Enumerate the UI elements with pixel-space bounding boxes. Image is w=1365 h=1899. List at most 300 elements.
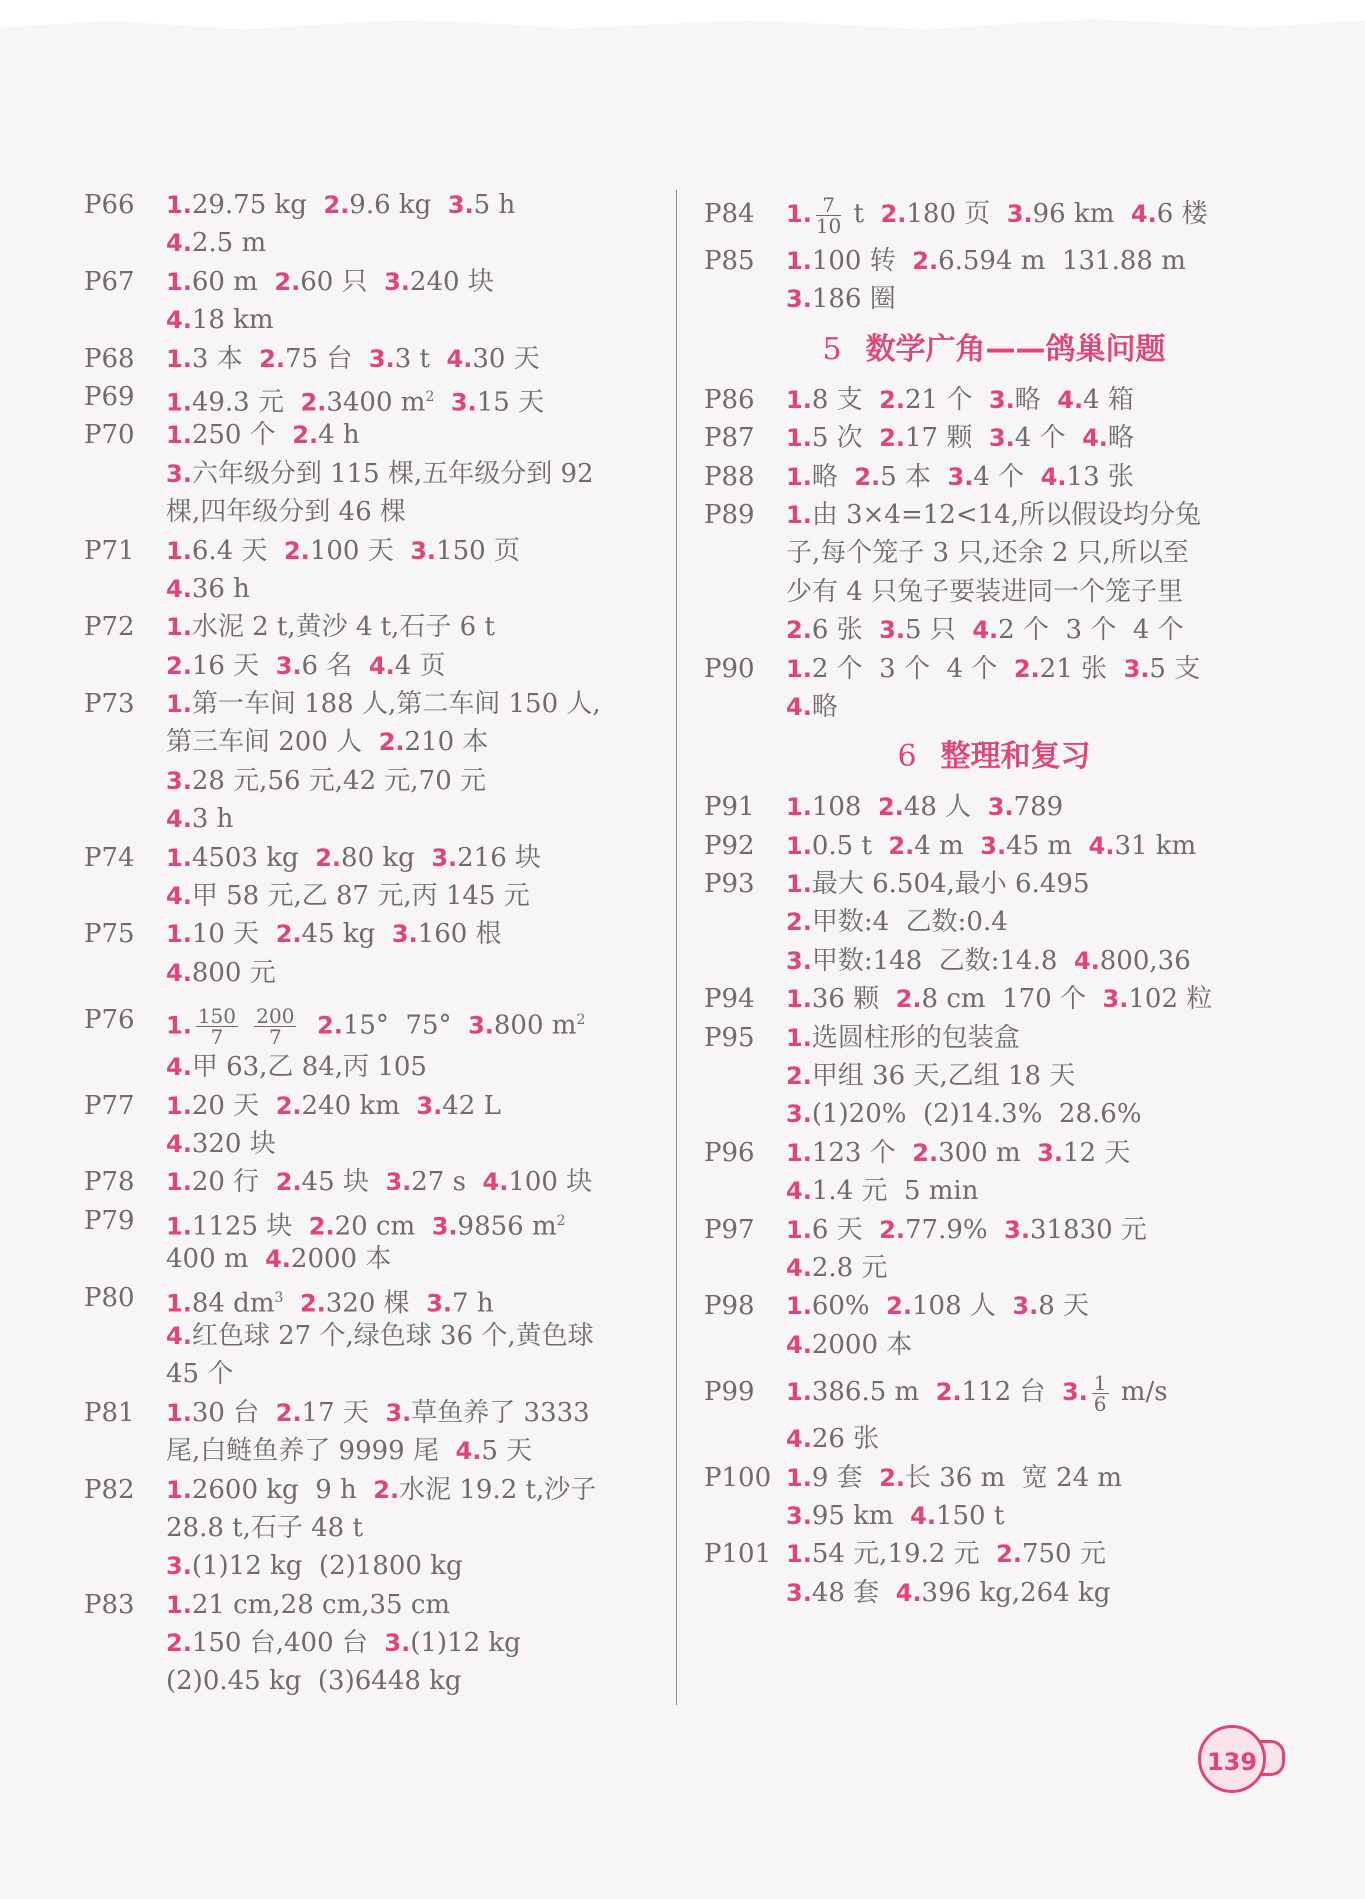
question-number: 4. xyxy=(482,1168,509,1197)
answer-entry xyxy=(84,340,654,378)
answer-lines xyxy=(166,378,654,416)
answer-line xyxy=(166,532,654,570)
question-number: 3. xyxy=(468,1011,494,1040)
answer-lines xyxy=(786,1019,1284,1134)
answer-text: 棵,四年级分到 46 棵 xyxy=(166,497,406,528)
answer-lines xyxy=(166,1202,654,1279)
question-number: 4. xyxy=(1057,385,1084,414)
question-number: 3. xyxy=(368,344,395,373)
answer-line xyxy=(166,839,654,877)
answer-text: 少有 4 只兔子要装进同一个笼子里 xyxy=(786,576,1184,607)
answer-lines xyxy=(786,788,1284,826)
answer-text: 60% xyxy=(811,1291,887,1322)
answer-line xyxy=(166,224,654,262)
answer-text: 320 棵 xyxy=(325,1288,427,1319)
page-reference: P66 xyxy=(84,190,135,220)
page-reference: P73 xyxy=(84,689,135,720)
question-number: 1. xyxy=(166,388,192,417)
answer-line xyxy=(786,186,1284,242)
answer-text: 甲数:4 乙数:0.4 xyxy=(811,907,1008,938)
question-number: 2. xyxy=(786,616,812,645)
question-number: 3. xyxy=(879,616,905,645)
question-number: 1. xyxy=(166,613,192,642)
question-number: 3. xyxy=(786,1578,812,1607)
page-reference: P100 xyxy=(704,1462,772,1493)
question-number: 1. xyxy=(786,1023,812,1052)
answer-text: 7 h xyxy=(452,1288,494,1319)
answer-line xyxy=(166,1087,654,1125)
section-number: 5 xyxy=(822,331,842,367)
answer-text: 略 xyxy=(1107,423,1134,454)
answer-text: 第一车间 188 人,第二车间 150 人, xyxy=(191,689,601,720)
answer-line xyxy=(786,1326,1284,1364)
answer-text: 4 m xyxy=(914,830,981,861)
question-number: 4. xyxy=(166,958,192,987)
answer-line xyxy=(786,458,1284,496)
question-number: 4. xyxy=(166,805,192,834)
question-number: 1. xyxy=(166,843,192,872)
answer-lines xyxy=(166,915,654,992)
answer-text: 5 天 xyxy=(481,1436,533,1467)
answer-text: 0.5 t xyxy=(811,830,889,861)
answer-line xyxy=(786,1172,1284,1210)
answer-text: 36 颗 xyxy=(811,984,896,1015)
question-number: 3. xyxy=(988,424,1015,453)
answer-text: 108 人 xyxy=(911,1291,1013,1322)
section-title: 数学广角——鸽巢问题 xyxy=(865,331,1166,367)
right-column xyxy=(704,186,1284,1612)
question-number: 1. xyxy=(786,385,812,414)
question-number: 3. xyxy=(384,1629,411,1658)
question-number: 2. xyxy=(259,344,285,373)
answer-lines xyxy=(786,419,1284,457)
answer-text: 36 h xyxy=(191,573,250,604)
question-number: 2. xyxy=(895,985,922,1014)
answer-lines xyxy=(166,1279,654,1394)
answer-text: 42 L xyxy=(442,1090,501,1121)
answer-line xyxy=(166,455,654,493)
question-number: 1. xyxy=(166,1011,192,1040)
answer-line xyxy=(166,263,654,301)
page-reference: P86 xyxy=(704,384,755,415)
page-reference: P77 xyxy=(84,1090,135,1121)
answer-lines xyxy=(786,496,1284,650)
answer-text: 8 天 xyxy=(1038,1291,1090,1322)
question-number: 2. xyxy=(299,1289,326,1318)
question-number: 2. xyxy=(854,462,881,491)
answer-text: 60 只 xyxy=(300,266,385,297)
question-number: 1. xyxy=(786,462,812,491)
unit-exponent: 2 xyxy=(556,1212,566,1229)
answer-text: 6.4 天 xyxy=(191,535,284,566)
answer-text: 45 块 xyxy=(301,1167,386,1198)
answer-lines xyxy=(166,839,654,916)
page-reference: P84 xyxy=(704,199,755,229)
question-number: 4. xyxy=(368,651,395,680)
question-number: 1. xyxy=(166,536,192,565)
page-reference: P92 xyxy=(704,830,755,861)
answer-line xyxy=(166,1547,654,1585)
answer-text: 31 km xyxy=(1114,830,1197,861)
question-number: 1. xyxy=(166,344,192,373)
answer-text: 28 元,56 元,42 元,70 元 xyxy=(191,765,487,796)
question-number: 1. xyxy=(166,1590,192,1619)
answer-text: 甲组 36 天,乙组 18 天 xyxy=(811,1061,1076,1092)
answer-text: 180 页 xyxy=(906,199,1007,229)
answer-lines xyxy=(166,263,654,340)
answer-text: 4 h xyxy=(318,420,360,451)
fraction xyxy=(196,1004,238,1050)
answer-lines xyxy=(786,242,1284,319)
question-number: 3. xyxy=(1102,985,1129,1014)
answer-text: 216 块 xyxy=(457,842,542,873)
unit-exponent: 2 xyxy=(425,388,435,405)
answer-text: (2)0.45 kg (3)6448 kg xyxy=(166,1666,462,1697)
section-heading xyxy=(704,726,1284,788)
answer-entry xyxy=(704,650,1284,727)
answer-text: 27 s xyxy=(411,1167,483,1198)
question-number: 4. xyxy=(910,1501,936,1530)
page-reference: P94 xyxy=(704,984,755,1015)
answer-text: 75 台 xyxy=(285,343,369,374)
answer-lines xyxy=(166,340,654,378)
column-divider xyxy=(676,190,677,1705)
answer-line xyxy=(786,496,1284,534)
answer-text: 8 cm 170 个 xyxy=(921,984,1103,1015)
answer-text: 800 m xyxy=(493,1010,577,1041)
question-number: 3. xyxy=(410,536,437,565)
answer-text: 6 名 xyxy=(301,650,369,681)
answer-text: 略 xyxy=(1014,384,1058,415)
answer-text: 84 dm xyxy=(191,1288,275,1319)
answer-text: 108 xyxy=(811,792,878,823)
answer-line xyxy=(166,1432,654,1470)
answer-text: 甲数:148 乙数:14.8 xyxy=(811,945,1074,976)
question-number: 4. xyxy=(446,344,473,373)
answer-line xyxy=(166,1394,654,1432)
page-reference: P98 xyxy=(704,1291,755,1322)
left-column xyxy=(84,186,654,1701)
question-number: 3. xyxy=(384,267,410,296)
answer-line xyxy=(786,942,1284,980)
answer-text: 800,36 xyxy=(1099,945,1191,976)
answer-text: 21 张 xyxy=(1039,653,1124,684)
page-reference: P96 xyxy=(704,1137,755,1168)
answer-text: 186 圈 xyxy=(811,284,896,315)
section-number: 6 xyxy=(897,739,917,775)
answer-text: 17 颗 xyxy=(905,423,989,454)
answer-text: 5 只 xyxy=(905,615,973,646)
question-number: 3. xyxy=(1123,654,1150,683)
answer-entry xyxy=(704,827,1284,865)
answer-text: 5 本 xyxy=(880,461,948,492)
answer-entry xyxy=(84,1202,654,1279)
answer-line xyxy=(166,647,654,685)
question-number: 2. xyxy=(378,728,405,757)
answer-text: 400 m xyxy=(166,1244,266,1275)
answer-text: 100 块 xyxy=(508,1167,593,1198)
page-reference: P81 xyxy=(84,1397,135,1428)
question-number: 4. xyxy=(786,1253,812,1282)
answer-text: 160 根 xyxy=(417,919,502,950)
answer-entry xyxy=(704,1287,1284,1364)
answer-lines xyxy=(786,186,1284,242)
answer-lines xyxy=(166,992,654,1086)
question-number: 1. xyxy=(786,985,812,1014)
question-number: 1. xyxy=(786,500,812,529)
question-number: 3. xyxy=(987,793,1014,822)
answer-line xyxy=(166,1509,654,1547)
question-number: 1. xyxy=(166,267,192,296)
page-reference: P70 xyxy=(84,420,135,451)
answer-entry xyxy=(84,1471,654,1586)
question-number: 3. xyxy=(947,462,974,491)
answer-text: 选圆柱形的包装盒 xyxy=(811,1022,1020,1053)
page-reference: P75 xyxy=(84,919,135,950)
answer-line xyxy=(166,1163,654,1201)
question-number: 2. xyxy=(166,1629,192,1658)
question-number: 4. xyxy=(786,1330,812,1359)
question-number: 1. xyxy=(166,1212,192,1241)
answer-lines xyxy=(166,1087,654,1164)
question-number: 3. xyxy=(385,1398,412,1427)
answer-entry xyxy=(704,1134,1284,1211)
fraction xyxy=(1092,1370,1109,1416)
answer-text: 96 km xyxy=(1032,199,1131,229)
page-reference: P82 xyxy=(84,1474,135,1505)
answer-text xyxy=(283,1288,300,1318)
answer-line xyxy=(166,340,654,378)
question-number: 2. xyxy=(274,267,301,296)
answer-text: 300 m xyxy=(938,1137,1038,1168)
question-number: 2. xyxy=(879,424,905,453)
question-number: 2. xyxy=(912,247,939,275)
answer-text: 5 次 xyxy=(811,423,880,454)
answer-text: 略 xyxy=(811,461,855,492)
question-number: 1. xyxy=(166,1289,192,1318)
question-number: 2. xyxy=(912,1138,939,1167)
answer-text: 6 楼 xyxy=(1156,199,1208,229)
answer-text: 21 cm,28 cm,35 cm xyxy=(191,1589,451,1620)
answer-text: 48 人 xyxy=(903,792,988,823)
answer-lines xyxy=(786,1211,1284,1288)
question-number: 4. xyxy=(166,306,192,335)
question-number: 1. xyxy=(786,1378,812,1407)
answer-line xyxy=(786,1134,1284,1172)
answer-text: 水泥 19.2 t,沙子 xyxy=(399,1474,597,1505)
answer-line xyxy=(166,877,654,915)
question-number: 3. xyxy=(786,285,812,314)
page-number: 139 xyxy=(1198,1725,1266,1793)
question-number: 4. xyxy=(166,1321,192,1350)
answer-line xyxy=(166,1240,654,1278)
question-number: 1. xyxy=(786,1540,812,1569)
answer-text: 1125 块 xyxy=(191,1211,309,1242)
answer-text: 甲 58 元,乙 87 元,丙 145 元 xyxy=(191,881,530,912)
question-number: 2. xyxy=(300,388,327,417)
torn-top-edge xyxy=(0,0,1365,34)
answer-text: 29.75 kg xyxy=(191,190,324,220)
answer-lines xyxy=(166,532,654,609)
answer-text: m/s xyxy=(1112,1377,1168,1408)
question-number: 1. xyxy=(786,793,812,822)
question-number: 3. xyxy=(450,388,477,417)
answer-line xyxy=(166,570,654,608)
question-number: 3. xyxy=(447,191,474,219)
answer-text: (1)20% (2)14.3% 28.6% xyxy=(811,1099,1142,1130)
answer-text: 尾,白鲢鱼养了 9999 尾 xyxy=(166,1436,456,1467)
question-number: 3. xyxy=(385,1168,412,1197)
answer-lines xyxy=(786,1459,1284,1536)
page-reference: P99 xyxy=(704,1377,755,1408)
answer-entry xyxy=(704,980,1284,1018)
answer-entry xyxy=(84,608,654,685)
question-number: 2. xyxy=(880,200,907,228)
answer-entry xyxy=(704,419,1284,457)
answer-lines xyxy=(166,1163,654,1201)
question-number: 2. xyxy=(317,1011,343,1040)
page-reference: P72 xyxy=(84,612,135,643)
answer-text xyxy=(434,388,451,418)
question-number: 2. xyxy=(886,1292,912,1321)
answer-text: 9 套 xyxy=(811,1462,880,1493)
answer-line xyxy=(166,186,654,224)
answer-line xyxy=(166,378,654,416)
question-number: 3. xyxy=(1004,1215,1030,1244)
answer-entry xyxy=(84,915,654,992)
answer-line xyxy=(166,762,654,800)
answer-text: 12 天 xyxy=(1062,1137,1131,1168)
page-reference: P88 xyxy=(704,461,755,492)
page-reference: P78 xyxy=(84,1167,135,1198)
answer-text: 略 xyxy=(811,691,838,722)
answer-text: 6 张 xyxy=(811,615,880,646)
answer-text: 21 个 xyxy=(905,384,989,415)
answer-entry xyxy=(84,1586,654,1701)
question-number: 1. xyxy=(786,1215,812,1244)
fraction-numerator: 7 xyxy=(816,195,841,216)
answer-text: 30 天 xyxy=(472,343,540,374)
page-reference: P97 xyxy=(704,1214,755,1245)
answer-lines xyxy=(786,865,1284,980)
answer-text: t xyxy=(845,199,881,229)
fraction-denominator: 7 xyxy=(210,1025,224,1050)
answer-text: 20 天 xyxy=(191,1090,276,1121)
fraction-denominator: 10 xyxy=(815,213,842,238)
answer-text: 45 kg xyxy=(301,919,392,950)
answer-lines xyxy=(786,980,1284,1018)
page-reference: P85 xyxy=(704,246,755,276)
answer-line xyxy=(166,1624,654,1662)
answer-line xyxy=(786,1459,1284,1497)
answer-line xyxy=(786,903,1284,941)
question-number: 1. xyxy=(786,200,812,228)
answer-line xyxy=(166,1048,654,1086)
question-number: 1. xyxy=(786,1292,812,1321)
question-number: 4. xyxy=(786,1425,812,1454)
answer-text: 9.6 kg xyxy=(349,190,448,220)
answer-entry xyxy=(704,1364,1284,1458)
answer-line xyxy=(786,1420,1284,1458)
question-number: 3. xyxy=(1006,200,1033,228)
question-number: 4. xyxy=(786,692,812,721)
answer-line xyxy=(166,608,654,646)
question-number: 4. xyxy=(166,1053,192,1082)
page-reference: P87 xyxy=(704,423,755,454)
answer-text: 123 个 xyxy=(811,1137,913,1168)
answer-text: 95 km xyxy=(811,1500,911,1531)
answer-line xyxy=(786,573,1284,611)
question-number: 4. xyxy=(895,1578,922,1607)
answer-text: 2 个 3 个 4 个 xyxy=(998,615,1184,646)
question-number: 2. xyxy=(292,421,319,450)
question-number: 1. xyxy=(786,870,812,899)
page-reference: P91 xyxy=(704,792,755,823)
answer-text: 水泥 2 t,黄沙 4 t,石子 6 t xyxy=(191,612,495,643)
question-number: 3. xyxy=(431,843,458,872)
answer-text: 45 m xyxy=(1006,830,1089,861)
answer-line xyxy=(166,1202,654,1240)
question-number: 1. xyxy=(166,1398,192,1427)
answer-text: 150 t xyxy=(935,1500,1005,1531)
answer-lines xyxy=(786,1134,1284,1211)
answer-entry xyxy=(704,242,1284,319)
question-number: 2. xyxy=(1013,654,1040,683)
page-reference: P76 xyxy=(84,1005,135,1036)
question-number: 3. xyxy=(786,1501,812,1530)
answer-text: 2600 kg 9 h xyxy=(191,1474,374,1505)
answer-entry xyxy=(84,1087,654,1164)
question-number: 4. xyxy=(786,1177,812,1206)
answer-text: (1)12 kg xyxy=(410,1628,521,1659)
page-reference: P79 xyxy=(84,1205,135,1236)
answer-text: 9856 m xyxy=(457,1211,557,1242)
answer-line xyxy=(786,1211,1284,1249)
answer-lines xyxy=(166,1394,654,1471)
question-number: 1. xyxy=(166,1475,192,1504)
answer-text: 最大 6.504,最小 6.495 xyxy=(811,869,1090,900)
answer-text: 320 块 xyxy=(191,1128,276,1159)
answer-line xyxy=(786,1057,1284,1095)
answer-line xyxy=(166,1471,654,1509)
answer-lines xyxy=(786,381,1284,419)
answer-text: 250 个 xyxy=(191,420,293,451)
answer-text: 240 块 xyxy=(409,266,494,297)
answer-line xyxy=(166,416,654,454)
answer-line xyxy=(166,493,654,531)
answer-lines xyxy=(166,608,654,685)
question-number: 2. xyxy=(166,651,192,680)
answer-text: 3400 m xyxy=(326,387,426,418)
answer-line xyxy=(166,1586,654,1624)
question-number: 2. xyxy=(275,920,302,949)
answer-line xyxy=(166,800,654,838)
question-number: 4. xyxy=(455,1437,482,1466)
question-number: 2. xyxy=(275,1168,302,1197)
answer-text: 30 台 xyxy=(191,1397,276,1428)
answer-text: 16 天 xyxy=(191,650,276,681)
question-number: 1. xyxy=(166,191,192,219)
question-number: 1. xyxy=(786,1463,812,1492)
question-number: 1. xyxy=(166,690,192,719)
answer-text: 2 个 3 个 4 个 xyxy=(811,653,1014,684)
answer-text: 15° 75° xyxy=(342,1010,469,1041)
answer-lines xyxy=(166,1471,654,1586)
answer-text: 17 天 xyxy=(301,1397,386,1428)
answer-text: 60 m xyxy=(191,266,275,297)
answer-text: 4 页 xyxy=(394,650,446,681)
answer-text: 3 h xyxy=(191,804,234,835)
